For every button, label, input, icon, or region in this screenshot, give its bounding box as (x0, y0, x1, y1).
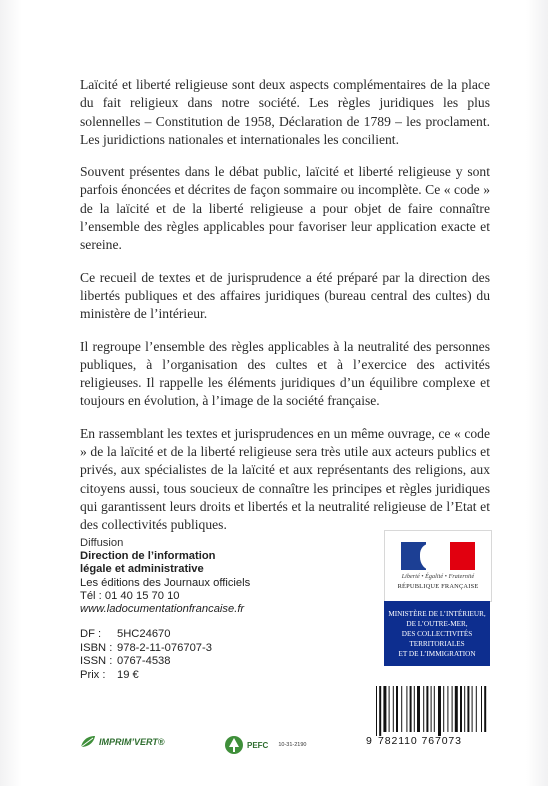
barcode-bar (431, 686, 432, 732)
barcode-bar (426, 686, 428, 732)
ref-value: 978-2-11-076707-3 (117, 641, 212, 654)
barcode-bar (393, 686, 394, 732)
imprim-vert-label: IMPRIM’VERT® (99, 737, 165, 747)
blurb-paragraph: En rassemblant les textes et jurisprudences en un même ouvrage, ce « code » de la laïcité et de la liberté religieuse sera très utile aux acteurs publics et privés, aux spécialistes de la laïcité et aux représentants des religions, aux citoyens aussi, tous soucieux de connaître les principes et règles juridiques qui garantissent leurs droits et libertés et la neutralité religieuse de l’Etat et des collectivités publiques. (80, 425, 490, 533)
barcode-bar (401, 686, 402, 732)
barcode-bar (379, 686, 381, 736)
barcode-lead-digit: 9 (366, 735, 373, 747)
publisher-name: Les éditions des Journaux officiels (80, 576, 251, 589)
diffusion-label: Diffusion (80, 537, 124, 549)
ref-value: 0767-4538 (117, 655, 171, 668)
blurb-paragraph: Souvent présentes dans le débat public, laïcité et liberté religieuse y sont parfois énoncées et décrites de façon sommaire ou incomplète. Ce « code » de la laïcité et de la liberté religieuse a pour objet de faire connaître l’ensemble des règles applicables pour favoriser leur application exacte et sereine. (80, 164, 490, 253)
ministry-line: ET DE L’IMMIGRATION (398, 649, 476, 658)
barcode-bar (417, 686, 420, 732)
republic-name: RÉPUBLIQUE FRANÇAISE (397, 583, 479, 590)
flag-white-band (426, 542, 451, 570)
blurb-paragraph: Ce recueil de textes et de jurisprudence a été préparé par la direction des libertés publiques et des affaires juridiques (bureau central des cultes) du ministère de l’intérieur. (80, 269, 490, 322)
barcode-bar (376, 686, 377, 736)
pefc-tree-icon (224, 735, 244, 755)
ministry-line: DE L’OUTRE-MER, (406, 619, 468, 628)
ministry-line: TERRITORIALES (409, 639, 465, 648)
barcode-bar (423, 686, 424, 732)
ministry-block (384, 601, 490, 666)
barcode-bar (410, 686, 412, 732)
imprim-vert-logo (80, 732, 164, 752)
barcode-bar (396, 686, 398, 732)
ref-key: DF : (80, 628, 102, 640)
blurb-paragraph: Laïcité et liberté religieuse sont deux aspects complémentaires de la place du fait religieux dans notre société. Les règles juridiques les plus solennelles – Constitution de 1958, Déclaration de 1789 – les proclament. Les juridictions nationales et internationales les concilient. (80, 77, 490, 147)
pefc-logo (224, 734, 306, 756)
ref-value: 19 € (117, 668, 139, 681)
barcode-bar (438, 686, 441, 736)
barcode-bar (484, 686, 486, 732)
barcode-bar (476, 686, 477, 732)
reference-numbers (80, 628, 280, 682)
barcode-bar (467, 686, 469, 732)
ref-row-df (80, 628, 280, 642)
pefc-code: 10-31-2190 (278, 742, 307, 748)
barcode-bar (460, 686, 462, 732)
pefc-label: PEFC (247, 740, 269, 750)
republique-francaise-logo (384, 530, 492, 602)
barcode-bar (455, 686, 458, 732)
distribution-info (80, 537, 370, 616)
ref-row-price (80, 669, 280, 683)
ministry-line: DES COLLECTIVITÉS (401, 629, 473, 638)
barcode-bar (389, 686, 390, 732)
barcode-bar (481, 686, 482, 732)
ref-key: Prix : (80, 668, 106, 681)
flag-red-band (450, 542, 475, 570)
leaf-icon (80, 735, 96, 749)
barcode-bar (452, 686, 453, 732)
ref-key: ISSN : (80, 655, 113, 668)
barcode-bar (443, 686, 444, 732)
marianne-flag-icon (401, 542, 475, 570)
distributor-name-line1: Direction de l’information (80, 550, 216, 563)
blurb-paragraph: Il regroupe l’ensemble des règles applicables à la neutralité des personnes publiques, à l’organisation des cultes et à l’exercice des activités religieuses. Il rappelle les éléments juridiques d’un équilibre complexe et toujours en évolution, à l’image de la société française. (80, 338, 490, 409)
marianne-profile-icon (420, 544, 442, 570)
barcode-bars (366, 686, 492, 736)
barcode-bar (434, 686, 435, 732)
distributor-name-line2: légale et administrative (80, 563, 204, 576)
ministry-line: MINISTÈRE DE L’INTÉRIEUR, (388, 609, 486, 618)
barcode-bar (406, 686, 407, 732)
ref-row-isbn (80, 642, 280, 656)
barcode-bar (414, 686, 415, 732)
republic-motto: Liberté • Égalité • Fraternité (401, 574, 475, 580)
phone-number: Tél : 01 40 15 70 10 (80, 589, 180, 602)
isbn-barcode (366, 686, 492, 748)
barcode-bar (472, 686, 473, 732)
ref-value: 5HC24670 (117, 628, 171, 640)
barcode-bar (447, 686, 448, 732)
ref-row-issn (80, 655, 280, 669)
ref-key: ISBN : (80, 641, 113, 654)
blurb-text (80, 76, 490, 549)
barcode-bar (464, 686, 465, 732)
barcode-digits: 782110 767073 (378, 735, 462, 747)
barcode-bar (383, 686, 386, 732)
website-link[interactable]: www.ladocumentationfrancaise.fr (80, 603, 245, 616)
